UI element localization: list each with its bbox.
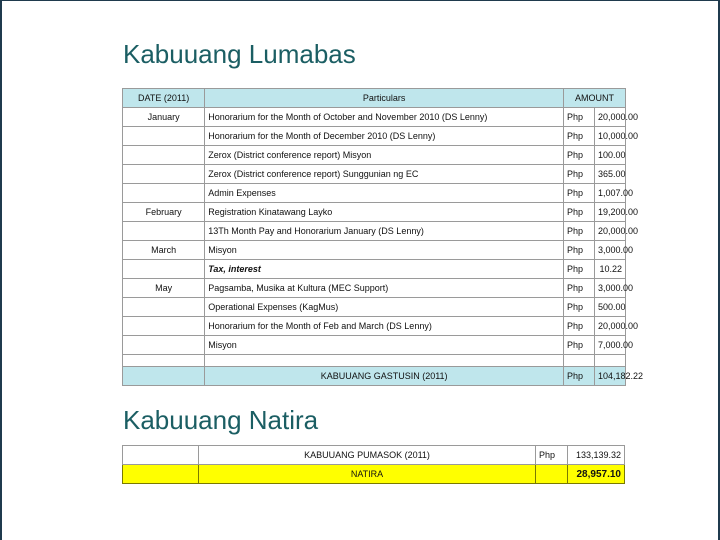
row-currency: Php — [564, 260, 595, 279]
heading-kabuuang-lumabas: Kabuuang Lumabas — [123, 39, 356, 69]
natira-currency — [536, 465, 568, 484]
row-date — [123, 184, 205, 203]
row-date — [123, 298, 205, 317]
row-date — [123, 336, 205, 355]
table-row — [123, 336, 626, 355]
row-date — [123, 146, 205, 165]
row-amount: 20,000.00 — [595, 108, 626, 127]
row-amount: 365.00 — [595, 165, 626, 184]
row-particular: Tax, interest — [205, 260, 564, 279]
natira-date-cell — [123, 465, 199, 484]
table-row — [123, 298, 626, 317]
row-currency: Php — [564, 146, 595, 165]
table-row — [123, 184, 626, 203]
row-particular: Zerox (District conference report) Sunggunian ng EC — [205, 165, 564, 184]
row-date — [123, 127, 205, 146]
row-amount: 20,000.00 — [595, 317, 626, 336]
row-particular: Honorarium for the Month of December 2010 (DS Lenny) — [205, 127, 564, 146]
total-currency: Php — [564, 367, 595, 386]
row-date: January — [123, 108, 205, 127]
row-currency: Php — [564, 165, 595, 184]
row-currency: Php — [564, 298, 595, 317]
table-row — [123, 127, 626, 146]
row-particular: Pagsamba, Musika at Kultura (MEC Support) — [205, 279, 564, 298]
row-amount: 3,000.00 — [595, 279, 626, 298]
pumasok-row — [123, 446, 625, 465]
row-particular: Zerox (District conference report) Misyon — [205, 146, 564, 165]
row-particular: Honorarium for the Month of Feb and March (DS Lenny) — [205, 317, 564, 336]
row-particular: Operational Expenses (KagMus) — [205, 298, 564, 317]
total-row — [123, 367, 626, 386]
row-amount: 1,007.00 — [595, 184, 626, 203]
row-particular: Honorarium for the Month of October and November 2010 (DS Lenny) — [205, 108, 564, 127]
pumasok-amount: 133,139.32 — [568, 446, 625, 465]
row-particular: Misyon — [205, 241, 564, 260]
row-amount: 19,200.00 — [595, 203, 626, 222]
row-amount: 10,000.00 — [595, 127, 626, 146]
row-currency: Php — [564, 279, 595, 298]
row-date: May — [123, 279, 205, 298]
row-particular: Registration Kinatawang Layko — [205, 203, 564, 222]
row-currency: Php — [564, 241, 595, 260]
row-currency: Php — [564, 317, 595, 336]
header-particulars: Particulars — [205, 89, 564, 108]
row-particular: Misyon — [205, 336, 564, 355]
table-row — [123, 203, 626, 222]
table-row — [123, 317, 626, 336]
row-amount: 10.22 — [595, 260, 626, 279]
row-date — [123, 165, 205, 184]
row-currency: Php — [564, 203, 595, 222]
row-currency: Php — [564, 108, 595, 127]
expense-header-row — [123, 89, 626, 108]
natira-label: NATIRA — [199, 465, 536, 484]
expense-table-body — [123, 89, 644, 386]
pumasok-currency: Php — [536, 446, 568, 465]
blank-cell — [564, 355, 595, 367]
table-row — [123, 146, 626, 165]
total-date-cell — [123, 367, 205, 386]
expense-table — [122, 88, 644, 386]
row-particular: 13Th Month Pay and Honorarium January (DS Lenny) — [205, 222, 564, 241]
blank-cell — [123, 355, 205, 367]
table-row — [123, 241, 626, 260]
summary-table — [122, 445, 625, 484]
row-amount: 3,000.00 — [595, 241, 626, 260]
total-label: KABUUANG GASTUSIN (2011) — [205, 367, 564, 386]
blank-row — [123, 355, 626, 367]
table-row — [123, 165, 626, 184]
blank-cell — [205, 355, 564, 367]
row-date: March — [123, 241, 205, 260]
total-amount: 104,182.22 — [595, 367, 626, 386]
natira-amount: 28,957.10 — [568, 465, 625, 484]
pumasok-label: KABUUANG PUMASOK (2011) — [199, 446, 536, 465]
row-currency: Php — [564, 336, 595, 355]
row-date — [123, 222, 205, 241]
natira-row — [123, 465, 625, 484]
row-currency: Php — [564, 127, 595, 146]
row-amount: 100.00 — [595, 146, 626, 165]
row-currency: Php — [564, 184, 595, 203]
row-particular: Admin Expenses — [205, 184, 564, 203]
row-date — [123, 260, 205, 279]
row-currency: Php — [564, 222, 595, 241]
table-row — [123, 279, 626, 298]
table-row — [123, 222, 626, 241]
row-amount: 500.00 — [595, 298, 626, 317]
table-row — [123, 108, 626, 127]
header-amount: AMOUNT — [564, 89, 626, 108]
pumasok-date-cell — [123, 446, 199, 465]
heading-kabuuang-natira: Kabuuang Natira — [123, 405, 319, 435]
blank-cell — [595, 355, 626, 367]
row-date: February — [123, 203, 205, 222]
row-date — [123, 317, 205, 336]
row-amount: 7,000.00 — [595, 336, 626, 355]
table-row — [123, 260, 626, 279]
header-date: DATE (2011) — [123, 89, 205, 108]
row-amount: 20,000.00 — [595, 222, 626, 241]
